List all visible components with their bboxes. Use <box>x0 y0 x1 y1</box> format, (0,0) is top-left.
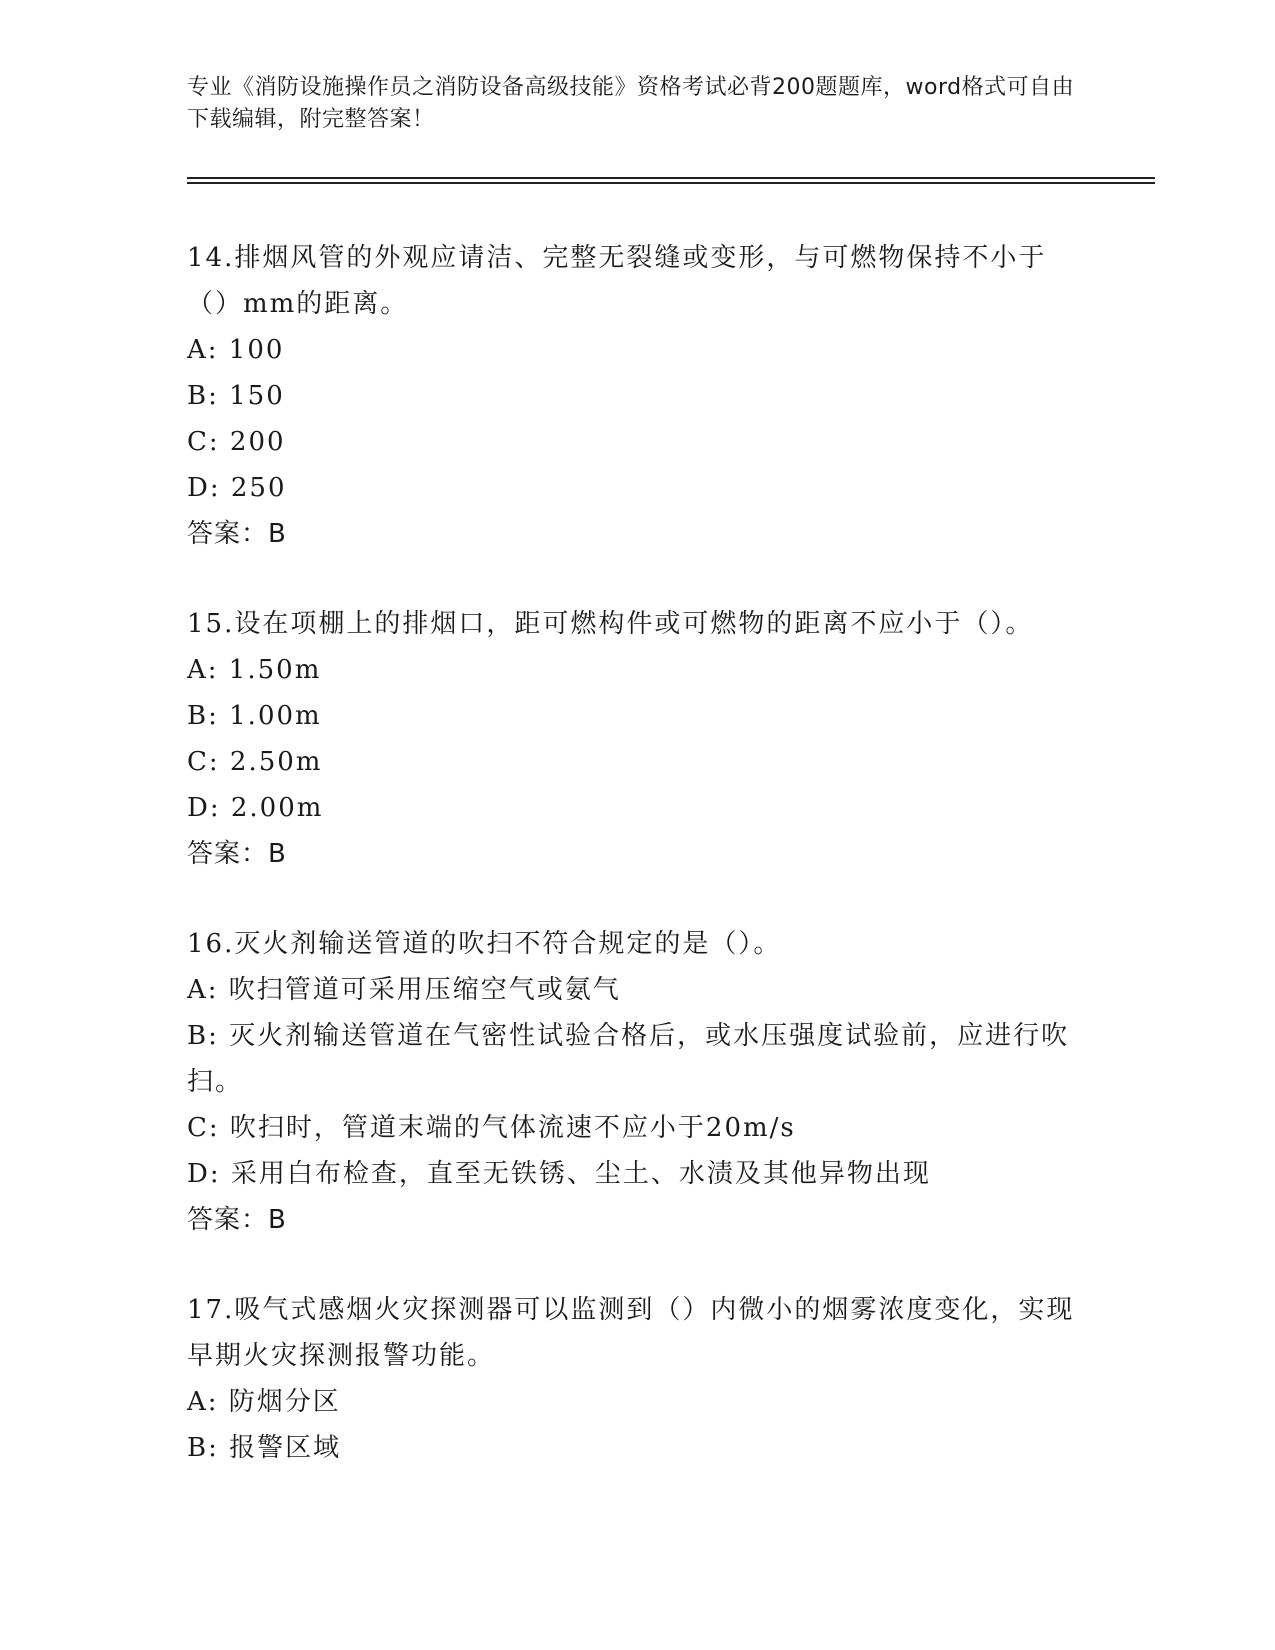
option-c: C: 2.50m <box>187 747 323 777</box>
option-c: C: 吹扫时，管道末端的气体流速不应小于20m/s <box>187 1113 796 1143</box>
header-rule-bottom <box>187 182 1155 184</box>
option-b: B: 1.00m <box>187 701 322 731</box>
question-text: 14.排烟风管的外观应请洁、完整无裂缝或变形，与可燃物保持不小于（）mm的距离。 <box>187 243 1047 319</box>
document-header: 专业《消防设施操作员之消防设备高级技能》资格考试必背200题题库，word格式可自由下载编辑，附完整答案！ <box>187 75 1075 132</box>
option-d: D: 2.00m <box>187 793 324 823</box>
spacer <box>187 1243 1087 1287</box>
question-list <box>187 235 1087 1471</box>
question-16 <box>187 921 1087 1243</box>
option-a: A: 防烟分区 <box>187 1387 341 1417</box>
question-text: 15.设在项棚上的排烟口，距可燃构件或可燃物的距离不应小于（）。 <box>187 609 1034 639</box>
option-b: B: 150 <box>187 381 285 411</box>
option-a: A: 吹扫管道可采用压缩空气或氨气 <box>187 975 621 1005</box>
option-a: A: 1.50m <box>187 655 322 685</box>
answer: 答案：B <box>187 519 287 549</box>
question-17 <box>187 1287 1087 1471</box>
answer: 答案：B <box>187 1205 287 1235</box>
option-c: C: 200 <box>187 427 286 457</box>
option-b: B: 报警区域 <box>187 1433 342 1463</box>
option-a: A: 100 <box>187 335 285 365</box>
spacer <box>187 877 1087 921</box>
question-15 <box>187 601 1087 877</box>
spacer <box>187 557 1087 601</box>
option-b: B: 灭火剂输送管道在气密性试验合格后，或水压强度试验前，应进行吹扫。 <box>187 1021 1070 1097</box>
header-rule-top <box>187 177 1155 179</box>
option-d: D: 采用白布检查，直至无铁锈、尘土、水渍及其他异物出现 <box>187 1159 931 1189</box>
option-d: D: 250 <box>187 473 287 503</box>
question-14 <box>187 235 1087 557</box>
question-text: 16.灭火剂输送管道的吹扫不符合规定的是（）。 <box>187 929 782 959</box>
answer: 答案：B <box>187 839 287 869</box>
question-text: 17.吸气式感烟火灾探测器可以监测到（）内微小的烟雾浓度变化，实现早期火灾探测报警功能。 <box>187 1295 1075 1371</box>
